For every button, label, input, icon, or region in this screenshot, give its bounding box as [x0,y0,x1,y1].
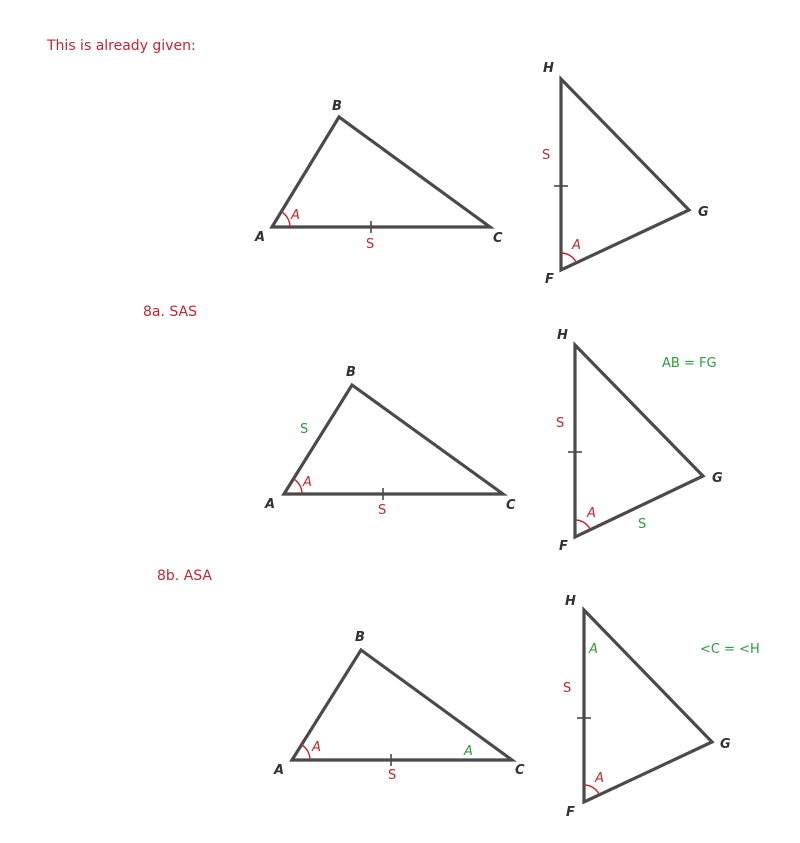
mark-side-ab: S [300,422,309,437]
mark-angle-a: A [291,208,300,223]
sections [143,61,760,820]
vertex-label-c: C [493,231,503,246]
mark-side-ac: S [366,237,375,252]
triangle-abc [272,117,490,227]
vertex-label-c: C [506,498,516,513]
vertex-label-f: F [545,272,554,287]
mark-side-ac: S [378,503,387,518]
mark-angle-f: A [595,771,604,786]
vertex-label-c: C [515,763,525,778]
vertex-label-f: F [566,805,575,820]
section-heading: 8b. ASA [157,568,212,584]
vertex-label-h: H [543,61,554,76]
mark-angle-a: A [312,740,321,755]
angle-arc-a [281,212,290,227]
vertex-label-b: B [346,365,356,380]
mark-side-fg: S [638,517,647,532]
vertex-label-b: B [355,630,365,645]
triangle-abc [284,385,503,494]
triangle-abc [292,650,512,760]
vertex-label-a: A [265,497,276,512]
angle-arc-a [302,745,310,760]
vertex-label-h: H [565,594,576,609]
angle-arc-f [575,520,590,530]
section-1 [254,61,709,287]
vertex-label-g: G [720,737,731,752]
mark-side-hf: S [542,148,551,163]
intro-text: This is already given: [47,38,196,54]
vertex-label-a: A [274,763,285,778]
congruence-note: AB = FG [662,356,717,371]
mark-side-hf: S [563,681,572,696]
vertex-label-g: G [698,205,709,220]
mark-side-hf: S [556,416,565,431]
congruence-note: <C = <H [700,642,760,657]
vertex-label-g: G [712,471,723,486]
vertex-label-f: F [559,539,568,554]
vertex-label-b: B [332,99,342,114]
mark-side-ac: S [388,768,397,783]
mark-angle-f: A [587,506,596,521]
angle-arc-a [294,479,302,494]
angle-arc-f [584,785,599,795]
mark-angle-h: A [589,642,598,657]
mark-angle-c: A [464,744,473,759]
section-2 [143,304,723,554]
section-3 [157,568,760,820]
mark-angle-a: A [303,475,312,490]
angle-arc-f [561,253,576,263]
section-heading: 8a. SAS [143,304,197,320]
mark-angle-f: A [572,238,581,253]
vertex-label-h: H [557,328,568,343]
vertex-label-a: A [255,230,266,245]
